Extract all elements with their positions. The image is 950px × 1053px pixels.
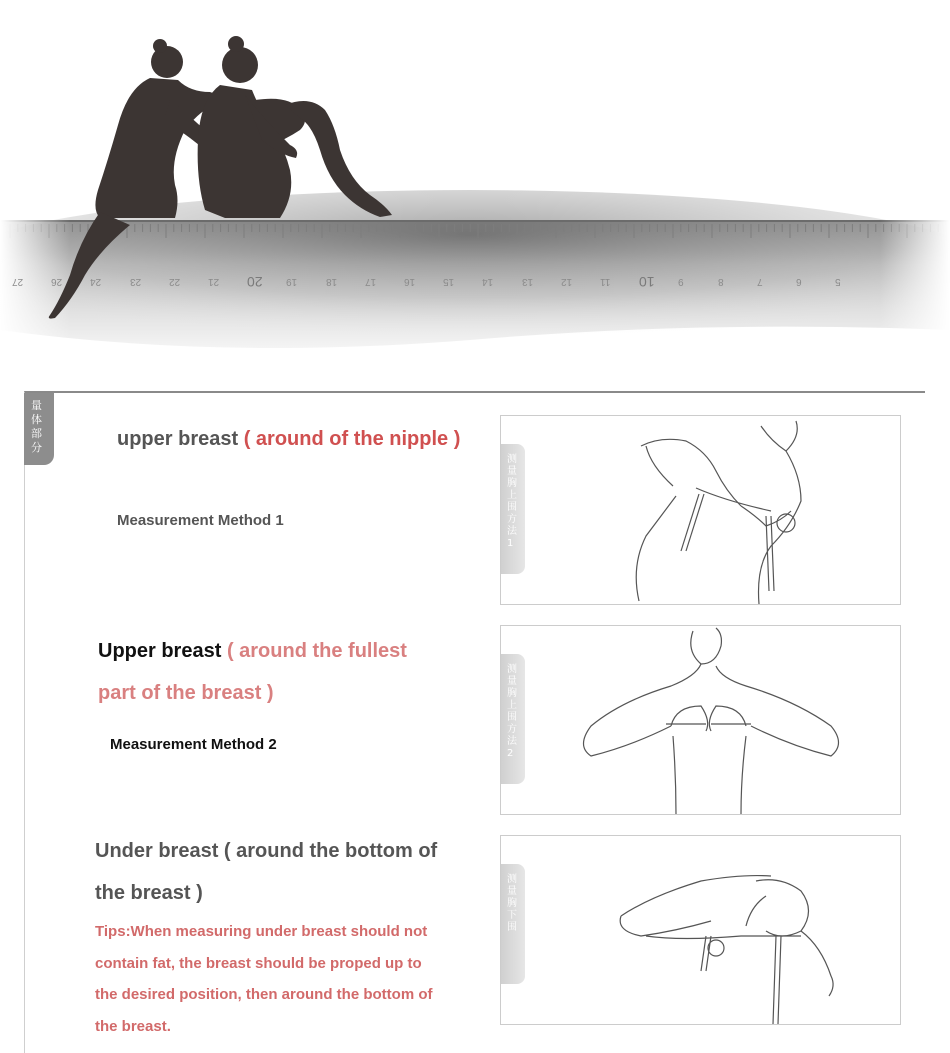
item2-heading-main: Upper breast: [98, 640, 222, 662]
item1-heading: [117, 428, 460, 451]
ruler-number: 5: [835, 276, 841, 287]
ruler-number: 17: [364, 276, 376, 287]
item2-heading-note-2: part of the breast ): [98, 682, 274, 704]
hero-banner: [0, 0, 950, 370]
ruler-number: 22: [168, 276, 180, 287]
item3-tip-line-3: the desired position, then around the bottom of: [95, 986, 433, 1003]
ruler-number: 16: [404, 276, 416, 287]
ruler-number: 27: [12, 276, 24, 287]
ruler-number: 12: [560, 276, 572, 287]
item2-illustration: [500, 625, 901, 815]
item3-figure-drawing: [501, 836, 900, 1024]
item2-heading-note-1: ( around the fullest: [226, 640, 407, 662]
ruler-number: 13: [521, 276, 533, 287]
item3-illustration: [500, 835, 901, 1025]
item2-figure-drawing: [501, 626, 900, 814]
item2-heading: [98, 640, 407, 663]
ruler-number: 8: [717, 276, 724, 287]
ruler-number: 20: [247, 274, 263, 290]
section-tab: [24, 393, 54, 465]
ruler-number: 21: [208, 276, 220, 287]
hero-illustration: [0, 0, 950, 370]
ruler-number: 9: [678, 276, 684, 287]
ruler-number: 19: [286, 276, 298, 287]
ruler-number: 26: [51, 276, 63, 287]
item1-image-tag: 测量胸上围 方法1: [501, 444, 525, 574]
ruler-number: 6: [796, 276, 802, 287]
ruler-number: 15: [443, 276, 455, 287]
item1-method: Measurement Method 1: [117, 512, 284, 529]
item3-heading-2: the breast ): [95, 882, 203, 904]
item1-figure-drawing: [501, 416, 900, 604]
item3-tip-line-4: the breast.: [95, 1018, 171, 1035]
ruler-number: 10: [639, 274, 655, 290]
ruler-number: 18: [325, 276, 337, 287]
ruler-number: 11: [600, 276, 611, 287]
item2-image-tag: 测量胸上围 方法2: [501, 654, 525, 784]
ruler-number: 24: [90, 276, 102, 287]
section-tab-label: 量体部分: [31, 399, 42, 454]
ruler-number: 23: [129, 276, 141, 287]
item3-heading-1: Under breast ( around the bottom of: [95, 840, 438, 862]
item3-image-tag: 测量胸下围: [501, 864, 525, 984]
item1-heading-main: upper breast: [117, 428, 239, 450]
item2-method: Measurement Method 2: [110, 736, 277, 753]
item3-tip-line-1: Tips:When measuring under breast should not: [95, 923, 428, 940]
item1-heading-note: ( around of the nipple ): [243, 428, 461, 450]
ruler-number: 14: [482, 276, 494, 287]
ruler-number: 7: [756, 276, 763, 287]
item3-tip-line-2: contain fat, the breast should be proped up to: [95, 955, 422, 972]
item1-illustration: [500, 415, 901, 605]
